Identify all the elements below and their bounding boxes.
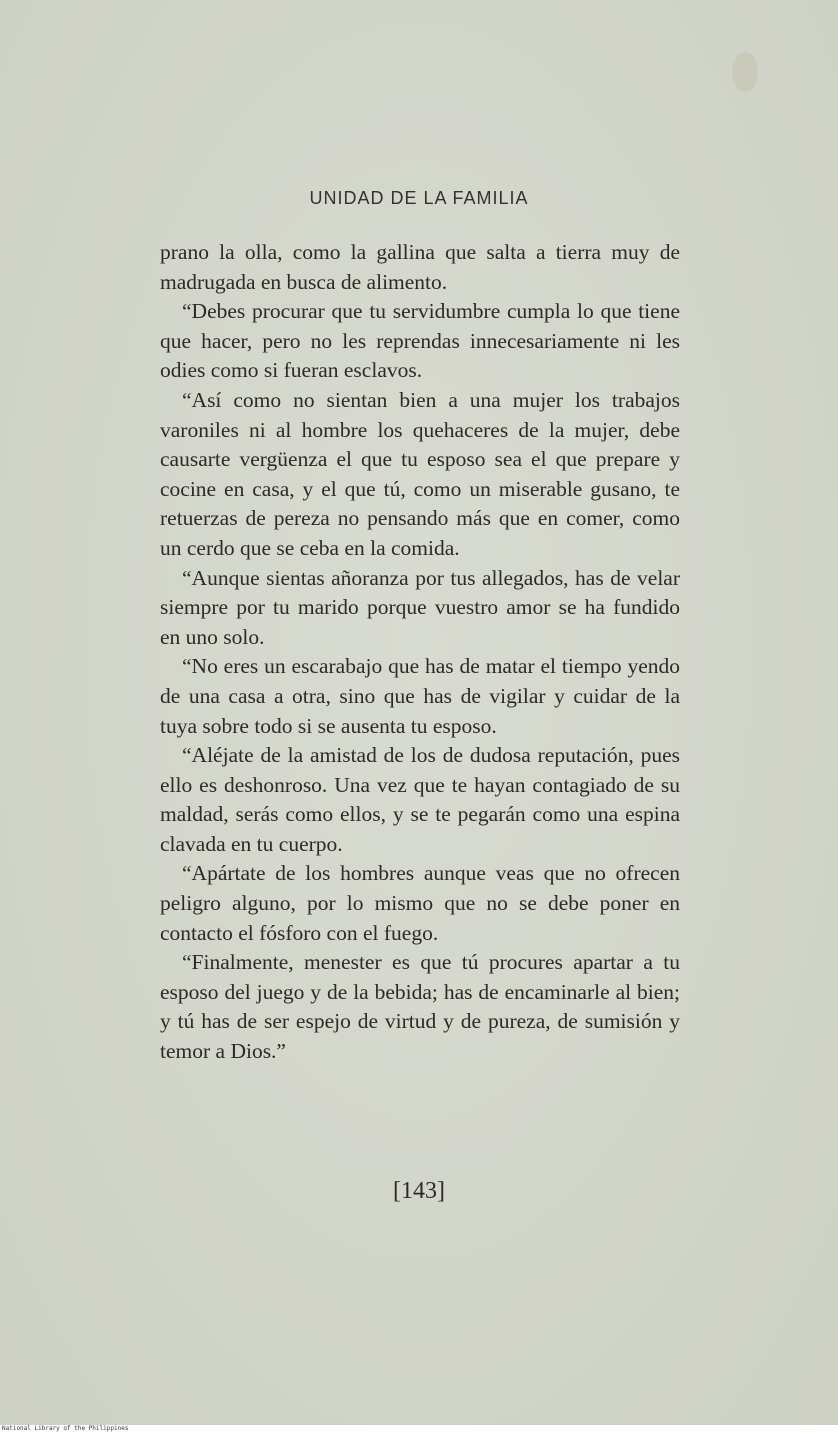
paragraph: “No eres un escarabajo que has de matar el tiempo yendo de una casa a otra, sino que has de vigilar y cuidar de la tuya sobre todo si se ausenta tu esposo. bbox=[160, 654, 680, 738]
paragraph: “Aunque sientas añoranza por tus allegados, has de velar siempre por tu marido porque vuestro amor se ha fundido en uno solo. bbox=[160, 565, 680, 649]
paragraph: “Aléjate de la amistad de los de dudosa reputación, pues ello es deshonroso. Una vez que te hayan contagiado de su maldad, serás como ellos, y se te pegarán como una espina clavada en tu cuerpo. bbox=[160, 743, 680, 856]
body-text bbox=[160, 238, 680, 1067]
paragraph: “Así como no sientan bien a una mujer los trabajos varoniles ni al hombre los quehaceres de la mujer, debe causarte vergüenza el que tu esposo sea el que prepare y cocine en casa, y el que tú, como un miserable gusano, te retuerzas de pereza no pensando más que en comer, como un cerdo que se ceba en la comida. bbox=[160, 387, 680, 560]
paragraph: prano la olla, como la gallina que salta a tierra muy de madrugada en busca de alimento. bbox=[160, 240, 680, 294]
paragraph: “Finalmente, menester es que tú procures apartar a tu esposo del juego y de la bebida; has de encaminarle al bien; y tú has de ser espejo de virtud y de pureza, de sumisión y temor a Dios.” bbox=[160, 950, 680, 1064]
footer-credit: National Library of the Philippines bbox=[2, 1425, 129, 1432]
paragraph: “Apártate de los hombres aunque veas que no ofrecen peligro alguno, por lo mismo que no se debe poner en contacto el fósforo con el fuego. bbox=[160, 861, 680, 945]
running-head: UNIDAD DE LA FAMILIA bbox=[309, 188, 529, 208]
footer-strip bbox=[0, 1425, 838, 1433]
paper-stain bbox=[732, 52, 758, 92]
page-number: [143] bbox=[393, 1178, 445, 1204]
paragraph: “Debes procurar que tu servidumbre cumpla lo que tiene que hacer, pero no les reprendas innecesariamente ni les odies como si fueran esclavos. bbox=[160, 299, 680, 383]
